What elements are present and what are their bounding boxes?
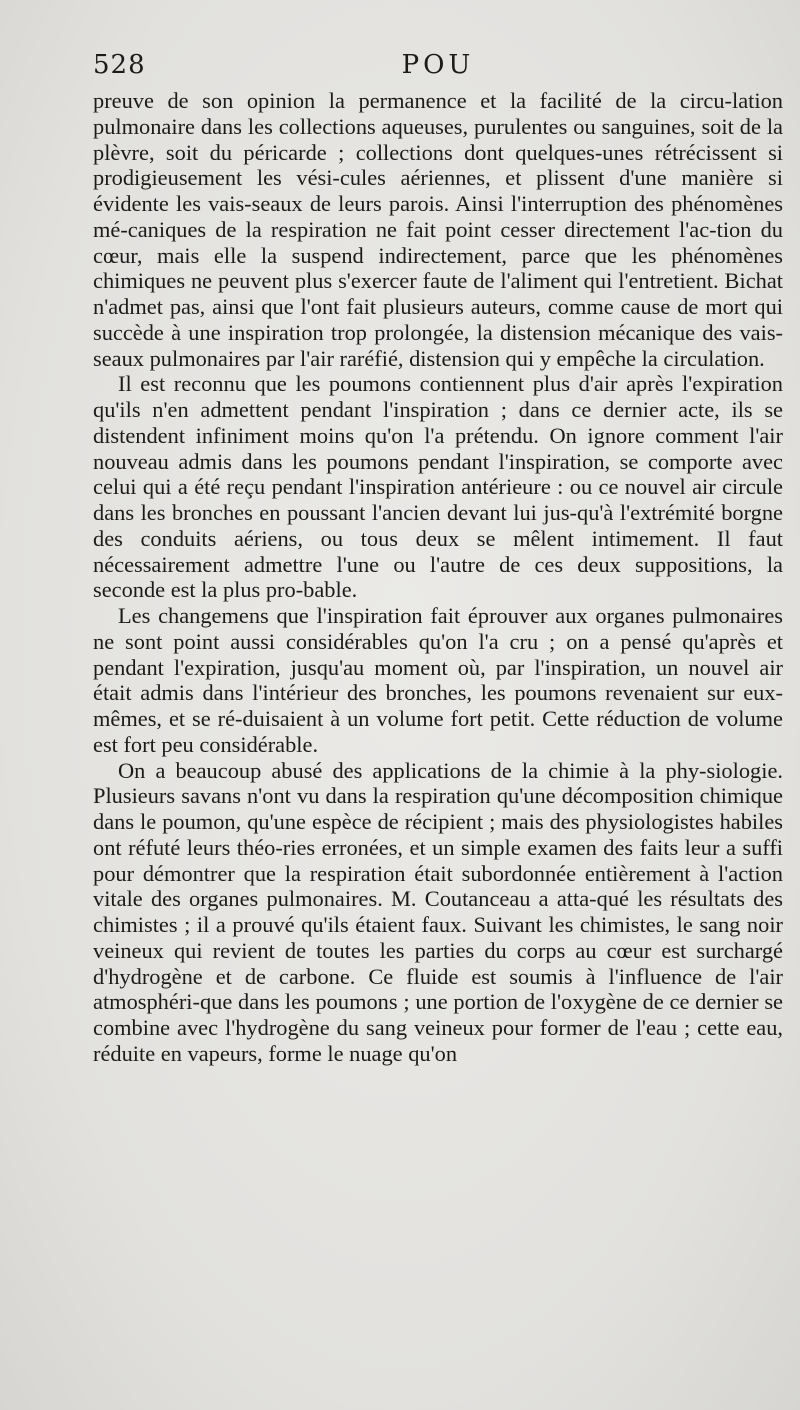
body-text	[93, 88, 783, 1067]
running-title: POU	[401, 50, 475, 80]
page-number: 528	[93, 50, 146, 80]
running-head	[93, 50, 783, 90]
paragraph: Il est reconnu que les poumons contiennent plus d'air après l'expiration qu'ils n'en admettent pendant l'inspiration ; dans ce dernier acte, ils se distendent infiniment moins qu'on l'a prétendu. On ignore comment l'air nouveau admis dans les poumons pendant l'inspiration, se comporte avec celui qui a été reçu pendant l'inspiration antérieure : ou ce nouvel air circule dans les bronches en poussant l'ancien devant lui jus-qu'à l'extrémité borgne des conduits aériens, ou tous deux se mêlent intimement. Il faut nécessairement admettre l'une ou l'autre de ces deux suppositions, la seconde est la plus pro-bable.	[93, 371, 783, 603]
paragraph: Les changemens que l'inspiration fait éprouver aux organes pulmonaires ne sont point aussi considérables qu'on l'a cru ; on a pensé qu'après et pendant l'expiration, jusqu'au moment où, par l'inspiration, un nouvel air était admis dans l'intérieur des bronches, les poumons revenaient sur eux-mêmes, et se ré-duisaient à un volume fort petit. Cette réduction de volume est fort peu considérable.	[93, 603, 783, 757]
paragraph-continuation: preuve de son opinion la permanence et la facilité de la circu-lation pulmonaire dans les collections aqueuses, purulentes ou sanguines, soit de la plèvre, soit du péricarde ; collections dont quelques-unes rétrécissent si prodigieusement les vési-cules aériennes, et plissent d'une manière si évidente les vais-seaux de leurs parois. Ainsi l'interruption des phénomènes mé-caniques de la respiration ne fait point cesser directement l'ac-tion du cœur, mais elle la suspend indirectement, parce que les phénomènes chimiques ne peuvent plus s'exercer faute de l'aliment qui l'entretient. Bichat n'admet pas, ainsi que l'ont fait plusieurs auteurs, comme cause de mort qui succède à une inspiration trop prolongée, la distension mécanique des vais-seaux pulmonaires par l'air raréfié, distension qui y empêche la circulation.	[93, 88, 783, 371]
paragraph: On a beaucoup abusé des applications de la chimie à la phy-siologie. Plusieurs savans n'ont vu dans la respiration qu'une décomposition chimique dans le poumon, qu'une espèce de récipient ; mais des physiologistes habiles ont réfuté leurs théo-ries erronées, et un simple examen des faits leur a suffi pour démontrer que la respiration était subordonnée entièrement à l'action vitale des organes pulmonaires. M. Coutanceau a atta-qué les résultats des chimistes ; il a prouvé qu'ils étaient faux. Suivant les chimistes, le sang noir veineux qui revient de toutes les parties du corps au cœur est surchargé d'hydrogène et de carbone. Ce fluide est soumis à l'influence de l'air atmosphéri-que dans les poumons ; une portion de l'oxygène de ce dernier se combine avec l'hydrogène du sang veineux pour former de l'eau ; cette eau, réduite en vapeurs, forme le nuage qu'on	[93, 757, 783, 1066]
